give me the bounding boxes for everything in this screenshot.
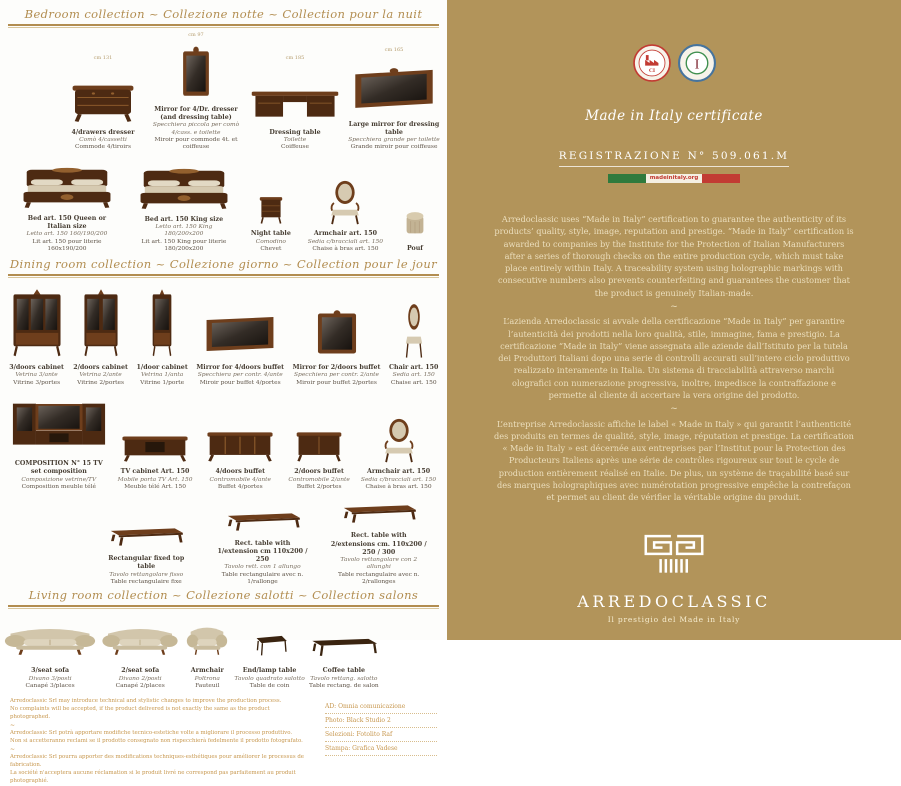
product-name-en: Dressing table (269, 128, 321, 136)
product-name-en: Mirror for 4/Dr. dresser (and dressing table) (154, 106, 238, 122)
dimension-label: cm 97 (188, 32, 204, 38)
product-name-fr: Table rectangulaire fixe (110, 578, 182, 585)
product-name-en: 3/doors cabinet (9, 364, 64, 372)
arredoclassic-logo (447, 534, 901, 624)
product-name-fr: Fauteuil (195, 682, 220, 689)
product-card (361, 401, 436, 491)
product-card (251, 175, 291, 253)
product-name-it: Sedia c/bracciali art. 150 (307, 238, 384, 245)
product-name-fr: Commode 4/tiroirs (75, 144, 131, 151)
product-name-it: Tavolo rettangolare fisso (109, 571, 184, 578)
product-image-table (106, 518, 186, 552)
section-title: Bedroom collection ~ Collezione notte ~ Collection pour la nuit (24, 7, 423, 21)
section-rule (8, 274, 439, 278)
product-name-it: Divano 3/posti (28, 675, 72, 682)
product-card (293, 283, 381, 387)
product-image-table (339, 495, 419, 529)
section-dining (0, 257, 447, 586)
product-name-fr: Chaise art. 150 (390, 379, 437, 386)
product-name-it: Letto art. 150 King 180/200x200 (155, 223, 213, 238)
product-card (288, 401, 350, 491)
product-card (308, 614, 380, 690)
product-image-buffet2 (288, 401, 350, 465)
product-name-it: Tavolo rett. con 1 allungo (224, 564, 301, 571)
product-name-fr: Lit art. 150 King pour literie 180/200x200 (141, 238, 227, 252)
product-name-fr: Buffet 4/portes (217, 483, 263, 490)
print-credits (325, 698, 437, 785)
product-row (0, 614, 447, 690)
certificate-paragraph-it: L’azienda Arredoclassic si avvale della certificazione “Made in Italy” per garantire l’autenticità dei prodotti nella loro qualità, stile, immagine, fama e prestigio. La certificazione “Made in Italy” viene assegnata alle aziende dall’Istituto per la tutela dei Produttori Italiani dopo una serie di controlli accurati sull’intero ciclo produttivo realizzato interamente in Italia. Un sistema di tracciabilità attraverso marchi olografici con numerazione progressiva, inoltre, impedisce la contraffazione e permette al cliente di accertare la vera origine del prodotto. (498, 316, 850, 401)
product-card (346, 48, 442, 152)
product-name-it: Specchiera piccola per comò 4/cass. e toilette (152, 122, 240, 136)
product-card (249, 56, 341, 152)
credit-line: Photo: Black Studio 2 (325, 714, 437, 728)
product-row (0, 33, 447, 152)
product-name-it: Comodino (255, 238, 286, 245)
column-capital-icon (642, 534, 706, 580)
product-name-it: Contromobile 2/ante (288, 476, 350, 483)
credit-line: Selezioni: Fotolito Raf (325, 728, 437, 742)
certificate-panel (447, 0, 901, 640)
product-name-fr: Vitrine 2/portes (77, 379, 125, 386)
product-row (0, 283, 447, 387)
product-image-chair (397, 283, 431, 361)
disclaimer-line: Arredoclassic Srl pourra apporter des modifications techniques-esthétiques pour améliorer le processus de fabrication. (10, 754, 304, 769)
product-card (73, 283, 128, 387)
section-bedroom (0, 7, 447, 253)
flag-red-stripe (702, 174, 740, 183)
product-name-it: Toilette (283, 137, 307, 144)
product-image-cab1 (144, 283, 180, 361)
product-name-it: Sedia art. 150 (392, 372, 435, 379)
product-name-fr: Table rectang. de salon (309, 682, 379, 689)
product-name-it: Vetrina 3/ante (15, 372, 58, 379)
product-name-en: Night table (250, 230, 291, 238)
product-name-en: Bed art. 150 Queen or Italian size (27, 214, 107, 231)
product-image-sofa2 (100, 614, 180, 664)
product-name-it: Tavolo quadrato salotto (234, 675, 305, 682)
product-name-en: Rect. table with 1/extension cm 110x200 / 250 (217, 539, 308, 564)
product-card (98, 518, 194, 586)
product-image-tvcab (118, 401, 192, 465)
product-image-bed (131, 161, 237, 213)
product-name-fr: Chaise à bras art. 150 (365, 483, 432, 490)
product-name-en: Mirror for 4/doors buffet (196, 364, 285, 372)
product-name-it: Specchiera per contr. 2/ante (294, 372, 380, 379)
product-image-composition (11, 393, 107, 457)
product-sections (0, 7, 447, 690)
product-name-en: Armchair (190, 667, 224, 675)
section-rule (8, 24, 439, 28)
product-card (17, 160, 117, 253)
product-name-en: 2/seat sofa (121, 667, 160, 675)
product-name-fr: Composition meuble télé (21, 483, 97, 490)
certificate-paragraph-en: Arredoclassic uses “Made in Italy” certification to guarantee the authenticity of its products’ quality, style, image, reputation and prestige. “Made in Italy” certification is awarded to companies by the Institute for the Protection of Italian Manufacturers after a series of thorough checks on the entire production cycle, which must take place entirely within Italy. A traceability system using holographic markings with consecutive numbers also prevents counterfeiting and guarantees the customer that the product is genuinely Italian-made. (494, 214, 854, 298)
product-card (203, 401, 277, 491)
product-image-armchairwood (376, 401, 422, 465)
credit-line: AD: Omnia comunicazione (325, 700, 437, 714)
product-card (9, 283, 65, 387)
paragraph-separator: ~ (670, 302, 678, 313)
product-name-it: Specchiera per contr. 4/ante (197, 372, 283, 379)
dimension-label: cm 131 (93, 54, 113, 61)
product-name-it: Tavolo rettang. salotto (310, 675, 378, 682)
product-name-fr: Grande miroir pour coiffeuse (350, 144, 438, 151)
product-name-en: 2/doors buffet (294, 468, 344, 476)
product-name-en: Bed art. 150 King size (144, 215, 224, 223)
product-card (400, 190, 430, 253)
product-name-fr: Chaise à bras art. 150 (312, 245, 379, 252)
product-name-en: Coffee table (322, 667, 366, 675)
section-rule (8, 605, 439, 609)
catalog-left-page (0, 0, 447, 784)
product-name-en: 4/drawers dresser (71, 128, 135, 136)
product-name-fr: Buffet 2/portes (296, 483, 342, 490)
product-image-coffeetable (308, 614, 380, 664)
product-card (389, 283, 438, 387)
product-card (118, 401, 193, 491)
section-title: Dining room collection ~ Collezione giorno ~ Collection pour le jour (9, 257, 438, 272)
product-image-armchairwood (322, 175, 368, 227)
product-name-it: Mobile porta TV Art. 150 (117, 476, 193, 483)
product-name-en: Armchair art. 150 (366, 468, 431, 476)
product-name-it: Tavolo rettangolare con 2 allunghi (340, 556, 418, 571)
product-name-fr: Table de coin (249, 682, 290, 689)
disclaimer-line: Arredoclassic Srl may introduce technical and stylistic changes to improve the production process. (10, 698, 282, 705)
madeinitaly-url: madeinitaly.org (646, 174, 703, 183)
product-card (308, 175, 383, 253)
certificate-paragraph-fr: L’entreprise Arredoclassic affiche le label « Made in Italy » qui garantit l’authenticité des produits en termes de qualité, style, image, réputation et prestige. La certification « Made in Italy » est décernée aux entreprises par l’Institut pour la Protection des Producteurs Italiens après une série de contrôles rigoureux sur tout le cycle de production entièrement réalisé en Italie. De plus, un système de traçabilité basé sur des marques holographiques avec numérotation progressive empêche la contrefaçon et permet au client de vérifier la véritable origine du produit. (494, 418, 854, 503)
product-name-fr: Chevet (260, 245, 282, 252)
product-card (331, 495, 427, 586)
disclaimer-line: Non si accetteranno reclami se il prodotto consegnato non rispecchierà fedelmente il prodotto fotografato. (10, 737, 303, 744)
registration-number: REGISTRAZIONE N° 509.061.M (559, 150, 790, 167)
product-name-en: Pouf (406, 245, 424, 253)
paragraph-separator: ~ (670, 404, 678, 415)
product-name-fr: Lit art. 150 pour literie 160x190/200 (32, 238, 102, 252)
flag-green-stripe (608, 174, 646, 183)
product-image-mirror2 (309, 283, 365, 361)
product-name-it: Contromobile 4/ante (209, 476, 272, 483)
product-name-en: 1/door cabinet (136, 364, 188, 372)
product-image-cab2 (78, 283, 124, 361)
product-name-en: Rectangular fixed top table (108, 555, 185, 571)
logo-tagline: Il prestigio del Made in Italy (607, 615, 741, 624)
svg-text:CI: CI (648, 67, 655, 74)
certificate-badges (447, 0, 901, 82)
product-image-armchairuph (183, 614, 231, 664)
product-name-en: 2/doors cabinet (73, 364, 128, 372)
product-image-nightstand (251, 175, 291, 227)
product-name-fr: Coiffeuse (281, 144, 309, 151)
product-name-it: Composizione vetrine/TV (21, 476, 97, 483)
product-name-fr: Vitrine 1/porte (140, 379, 185, 386)
product-card (3, 614, 97, 690)
product-name-fr: Miroir pour buffet 2/portes (296, 379, 377, 386)
product-name-it: Sedia c/bracciali art. 150 (360, 476, 437, 483)
product-row (0, 160, 447, 253)
product-name-it: Comò 4/cassetti (79, 137, 127, 144)
product-name-en: 3/seat sofa (31, 667, 70, 675)
svg-text:I: I (694, 56, 699, 72)
product-card (183, 614, 231, 690)
product-image-table (223, 503, 303, 537)
logo-wordmark: ARREDOCLASSIC (577, 592, 771, 611)
section-living (0, 588, 447, 690)
disclaimer-separator: ~ (10, 745, 16, 753)
certificate-text (493, 213, 855, 504)
product-card (137, 283, 188, 387)
product-image-mirror4 (202, 283, 278, 361)
made-in-italy-100-badge-icon (633, 44, 671, 82)
disclaimer-line: Arredoclassic Srl potrà apportare modifiche tecnico-estetiche volte a migliorare il processo produttivo. (10, 730, 293, 737)
product-name-en: COMPOSITION N° 15 TV set composition (14, 460, 103, 476)
credit-line: Stampa: Grafica Vadese (325, 742, 437, 756)
product-name-it: Specchiera grande per toilette (348, 137, 440, 144)
product-card (234, 614, 304, 690)
disclaimer-line: No complaints will be accepted, if the product delivered is not exactly the same as the product photographed. (10, 706, 270, 720)
product-card (148, 33, 244, 152)
product-card (196, 283, 284, 387)
section-title: Living room collection ~ Collezione salotti ~ Collection salons (28, 588, 419, 603)
product-name-en: End/lamp table (242, 667, 297, 675)
product-image-cab3 (9, 283, 65, 361)
product-name-en: Mirror for 2/doors buffet (292, 364, 381, 372)
product-name-en: TV cabinet Art. 150 (120, 468, 190, 476)
product-name-en: Rect. table with 2/extensions cm. 110x200 / 250 / 300 (330, 532, 427, 556)
product-name-it: Letto art. 150 160/190/200 (26, 231, 108, 238)
page-footer (10, 698, 437, 785)
disclaimers (10, 698, 311, 785)
product-image-bed (14, 160, 120, 212)
dimension-label: cm 185 (285, 54, 305, 61)
product-name-fr: Canapé 2/places (115, 682, 165, 689)
product-name-it: Vetrina 1/anta (140, 372, 184, 379)
madeinitaly-ribbon (608, 174, 740, 183)
product-image-dresser (63, 62, 143, 126)
dimension-label: cm 165 (384, 46, 404, 53)
certificate-script-title: Made in Italy certificate (585, 108, 763, 124)
product-image-mirrorwide (351, 54, 437, 118)
product-name-it: Vetrina 2/ante (79, 372, 122, 379)
product-name-it: Poltrona (194, 675, 220, 682)
disclaimer-line: La société n'acceptera aucune réclamation si le produit livré ne correspond pas parfaitement au produit photographié. (10, 769, 296, 784)
product-name-fr: Meuble télé Art. 150 (124, 483, 186, 490)
product-image-desk (249, 62, 341, 126)
product-name-en: Chair art. 150 (388, 364, 439, 372)
product-name-fr: Vitrine 3/portes (13, 379, 61, 386)
product-name-en: Armchair art. 150 (313, 230, 377, 238)
product-image-endtable (249, 614, 291, 664)
product-name-fr: Table rectangulaire avec n. 2/rallonges (338, 571, 420, 585)
product-card (134, 161, 234, 254)
product-name-en: Large mirror for dressing table (348, 120, 440, 136)
product-card (11, 393, 107, 491)
product-name-it: Divano 2/posti (118, 675, 162, 682)
product-name-fr: Table rectangulaire avec n. 1/rallonge (221, 571, 304, 585)
product-image-pouf (400, 190, 430, 242)
product-image-buffet (203, 401, 277, 465)
product-image-sofa3 (3, 614, 97, 664)
product-name-fr: Miroir pour buffet 4/portes (199, 379, 281, 386)
product-row (0, 495, 447, 586)
product-card (100, 614, 180, 690)
product-name-en: 4/doors buffet (215, 468, 266, 476)
product-name-fr: Miroir pour commode 4t. et coiffeuse (154, 137, 238, 151)
product-card (63, 56, 143, 152)
disclaimer-separator: ~ (10, 721, 16, 729)
product-image-mirror (173, 39, 219, 103)
national-producers-register-badge-icon (678, 44, 716, 82)
product-card (215, 503, 311, 587)
product-row (0, 393, 447, 491)
product-name-fr: Canapé 3/places (25, 682, 75, 689)
